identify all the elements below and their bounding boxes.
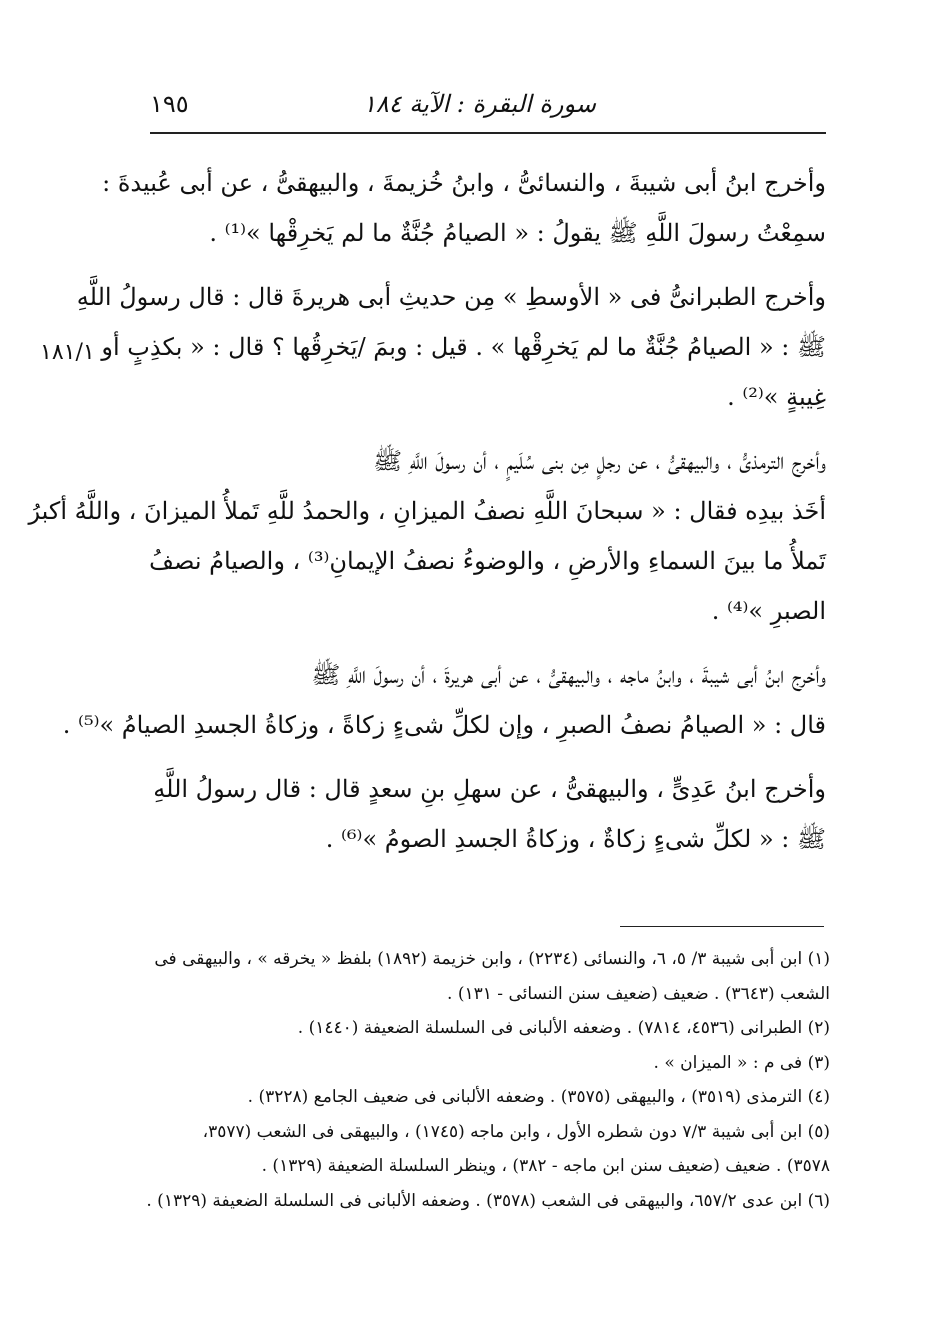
footnote-line: (٥) ابن أبى شيبة ٧/٣ دون شطره الأول ، وابن ماجه (١٧٤٥) ، والبيهقى فى الشعب (٣٥٧٧، [202,1121,830,1142]
text-line: أخَذ بيدِه فقال : « سبحانَ اللَّهِ نصفُ الميزانِ ، والحمدُ للَّهِ تَملأُ الميزانَ ، واللَّهُ أكبرُ [28,497,826,525]
footnote-line: (٦) ابن عدى ٦٥٧/٢، والبيهقى فى الشعب (٣٥٧٨) . وضعفه الألبانى فى السلسلة الضعيفة (١٣٢٩) . [146,1190,830,1211]
header-rule [150,132,826,134]
text-line: غِيبةٍ »⁽²⁾ . [727,383,826,411]
paragraph [102,158,826,258]
running-header [150,80,826,134]
text-line: وأخرج الترمذىُّ ، والبيهقىُّ ، عن رجلٍ مِن بنى سُلَيمٍ ، أن رسولَ اللَّهِ ﷺ [373,447,826,475]
paragraph [150,764,826,864]
margin-reference: ١٨١/١ [40,340,95,365]
text-line: الصبرِ »⁽⁴⁾ . [711,597,826,625]
text-line: قال : « الصيامُ نصفُ الصبرِ ، وإن لكلِّ شىءٍ زكاةً ، وزكاةُ الجسدِ الصيامُ »⁽⁵⁾ . [62,711,826,739]
paragraph [62,650,826,750]
running-title: سورة البقرة : الآية ١٨٤ [362,90,596,118]
footnote-line: الشعب (٣٦٤٣) . ضعيف (ضعيف سنن النسائى - ١٣١) . [447,983,830,1004]
paragraph [76,272,826,422]
text-line: ﷺ : « لكلِّ شىءٍ زكاةٌ ، وزكاةُ الجسدِ الصومُ »⁽⁶⁾ . [325,825,826,853]
text-line: وأخرج ابنُ أبى شيبةَ ، وابنُ ماجه ، والبيهقىُّ ، عن أبى هريرةَ ، أن رسولَ اللَّهِ ﷺ [311,661,826,689]
footnotes [146,942,830,1218]
page-number: ١٩٥ [150,90,189,118]
text-line: وأخرج ابنُ أبى شيبةَ ، والنسائىُّ ، وابنُ خُزيمةَ ، والبيهقىُّ ، عن أبى عُبيدةَ : [102,169,826,197]
footnote-rule [620,926,824,927]
text-line: تَملأُ ما بينَ السماءِ والأرضِ ، والوضوءُ نصفُ الإيمانِ⁽³⁾ ، والصيامُ نصفُ [149,547,826,575]
footnote-line: (٣) فى م : « الميزان » . [653,1052,830,1073]
footnote-line: (٢) الطبرانى (٤٥٣٦، ٧٨١٤) . وضعفه الألبانى فى السلسلة الضعيفة (١٤٤٠) . [297,1018,830,1038]
footnote-line: ٣٥٧٨) . ضعيف (ضعيف سنن ابن ماجه - ٣٨٢) ، وينظر السلسلة الضعيفة (١٣٢٩) . [261,1156,830,1176]
footnote-line: (١) ابن أبى شيبة ٣/ ٥، ٦، والنسائى (٢٢٣٤) ، وابن خزيمة (١٨٩٢) بلفظ « يخرقه » ، والبيهقى فى [154,949,830,969]
text-line: وأخرج الطبرانىُّ فى « الأوسطِ » مِن حديثِ أبى هريرةَ قال : قال رسولُ اللَّهِ [76,283,826,311]
text-line: سمِعْتُ رسولَ اللَّهِ ﷺ يقولُ : « الصيامُ جُنَّةٌ ما لم يَخرِقْها »⁽¹⁾ . [209,219,826,247]
paragraph [28,436,826,636]
text-line: وأخرج ابنُ عَدِىٍّ ، والبيهقىُّ ، عن سهلِ بنِ سعدٍ قال : قال رسولُ اللَّهِ [153,775,826,803]
text-line: ﷺ : « الصيامُ جُنَّةٌ ما لم يَخرِقْها » . قيل : وبمَ /يَخرِقُها ؟ قال : « بكذِبٍ أو [101,333,826,361]
footnote-line: (٤) الترمذى (٣٥١٩) ، والبيهقى (٣٥٧٥) . وضعفه الألبانى فى ضعيف الجامع (٣٢٢٨) . [247,1087,830,1107]
